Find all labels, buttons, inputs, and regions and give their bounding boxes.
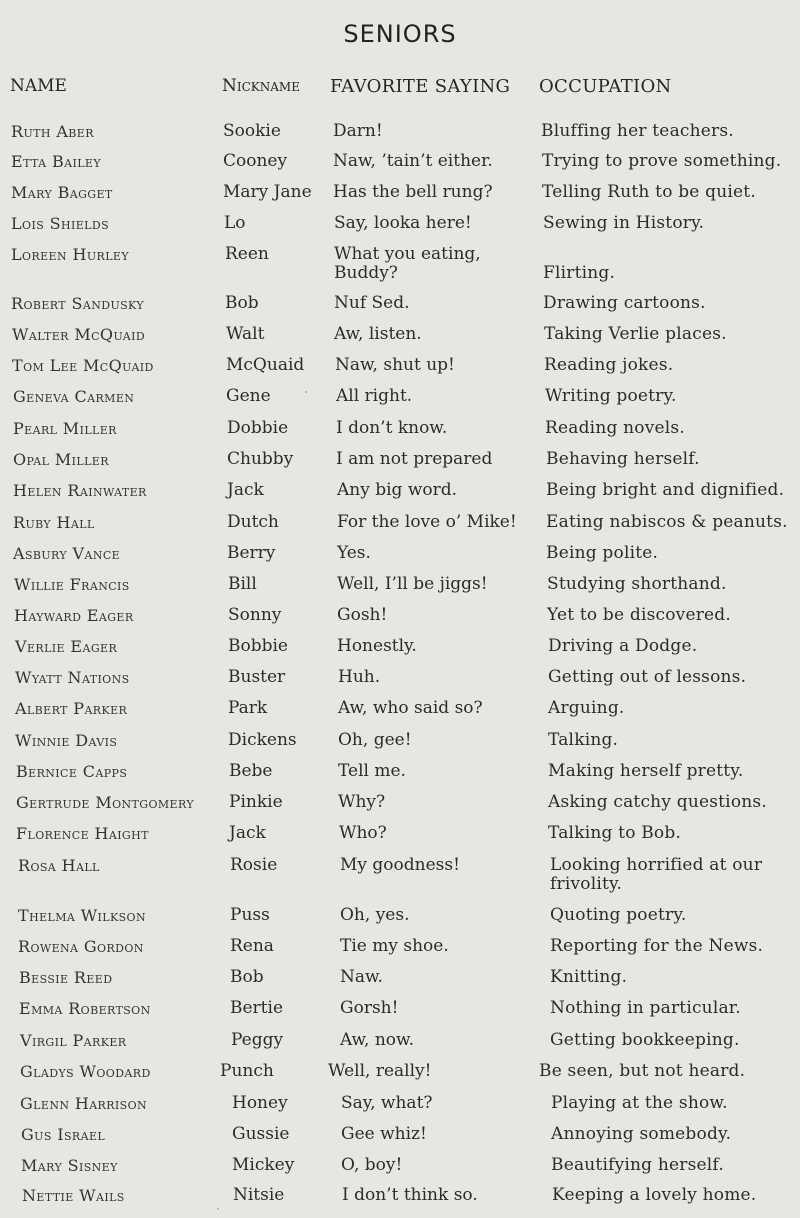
table-row [0, 1125, 800, 1155]
senior-nickname: Bertie [230, 998, 284, 1018]
senior-favorite-saying: Oh, gee! [338, 730, 412, 750]
senior-name: Ruth Aber [11, 122, 94, 141]
senior-nickname: Bob [225, 293, 259, 313]
senior-nickname: Buster [228, 667, 286, 687]
senior-nickname: Nitsie [233, 1185, 285, 1205]
table-row [0, 356, 800, 386]
senior-name: Lois Shields [11, 214, 109, 233]
senior-occupation: Writing poetry. [545, 386, 677, 406]
senior-favorite-saying: O, boy! [341, 1155, 403, 1175]
table-row [0, 244, 800, 283]
senior-occupation: Talking to Bob. [548, 823, 682, 843]
senior-name: Albert Parker [15, 699, 128, 718]
table-row [0, 513, 800, 543]
senior-favorite-saying: I don’t know. [336, 418, 448, 438]
senior-favorite-saying: Gorsh! [340, 998, 399, 1018]
senior-nickname: Cooney [223, 151, 288, 171]
senior-nickname: Dickens [228, 730, 297, 750]
senior-favorite-saying: Huh. [338, 667, 381, 687]
senior-name: Nettie Wails [22, 1186, 125, 1205]
senior-occupation: Annoying somebody. [551, 1124, 732, 1144]
table-row [0, 325, 800, 355]
senior-nickname: Walt [226, 324, 265, 344]
senior-name: Wyatt Nations [15, 668, 130, 687]
page-title: SENIORS [343, 20, 457, 48]
senior-favorite-saying: Tie my shoe. [340, 936, 449, 956]
senior-occupation: Trying to prove something. [542, 151, 782, 171]
table-row [0, 855, 800, 894]
senior-occupation: Being polite. [546, 543, 659, 563]
senior-occupation: Reading jokes. [544, 355, 674, 375]
senior-name: Rosa Hall [18, 856, 100, 875]
senior-name: Helen Rainwater [13, 481, 147, 500]
table-row [0, 544, 800, 574]
senior-name: Hayward Eager [14, 606, 134, 625]
senior-name: Willie Francis [14, 575, 130, 594]
senior-nickname: Dutch [227, 512, 279, 532]
senior-nickname: Peggy [231, 1030, 284, 1050]
senior-favorite-saying: Say, looka here! [334, 213, 472, 233]
senior-favorite-saying: Aw, now. [340, 1030, 414, 1050]
table-row [0, 699, 800, 729]
table-row [0, 214, 800, 244]
table-row [0, 1186, 800, 1216]
senior-favorite-saying: Has the bell rung? [333, 182, 493, 202]
senior-occupation: Drawing cartoons. [543, 293, 706, 313]
senior-occupation: Arguing. [548, 698, 625, 718]
table-row [0, 122, 800, 152]
senior-nickname: Honey [232, 1093, 288, 1113]
senior-nickname: Dobbie [227, 418, 289, 438]
senior-nickname: Sookie [223, 121, 281, 141]
senior-favorite-saying: I am not prepared [336, 449, 493, 469]
senior-name: Thelma Wilkson [18, 906, 146, 925]
senior-nickname: Gene [226, 386, 271, 406]
table-row [0, 450, 800, 480]
senior-nickname: Punch [220, 1061, 274, 1081]
senior-nickname: Mickey [232, 1155, 295, 1175]
senior-name: Verlie Eager [15, 637, 118, 656]
senior-favorite-saying: Gee whiz! [341, 1124, 427, 1144]
senior-occupation: Telling Ruth to be quiet. [542, 182, 756, 202]
senior-favorite-saying: Well, I’ll be jiggs! [337, 574, 488, 594]
header-nickname: Nickname [222, 76, 300, 96]
senior-occupation: Knitting. [550, 967, 628, 987]
table-row [0, 1062, 800, 1092]
senior-favorite-saying: Naw. [340, 967, 383, 987]
senior-nickname: Rena [230, 936, 274, 956]
senior-nickname: Bebe [229, 761, 273, 781]
table-row [0, 731, 800, 761]
senior-nickname: Jack [229, 823, 266, 843]
senior-favorite-saying: Naw, shut up! [335, 355, 455, 375]
senior-favorite-saying: Why? [338, 792, 386, 812]
table-row [0, 387, 800, 417]
senior-occupation: Taking Verlie places. [544, 324, 727, 344]
table-row [0, 152, 800, 182]
senior-name: Walter McQuaid [12, 325, 146, 344]
senior-nickname: Berry [227, 543, 276, 563]
senior-occupation: Asking catchy questions. [548, 792, 767, 812]
senior-occupation: Driving a Dodge. [548, 636, 698, 656]
senior-favorite-saying: Aw, listen. [334, 324, 422, 344]
table-row [0, 294, 800, 324]
senior-favorite-saying: What you eating, Buddy? [334, 244, 481, 283]
senior-occupation: Reporting for the News. [550, 936, 764, 956]
senior-nickname: Rosie [230, 855, 278, 875]
senior-favorite-saying: Tell me. [338, 761, 406, 781]
senior-favorite-saying: Say, what? [341, 1093, 433, 1113]
senior-favorite-saying: Gosh! [337, 605, 388, 625]
senior-favorite-saying: Naw, ’tain’t either. [333, 151, 493, 171]
senior-favorite-saying: Well, really! [328, 1061, 432, 1081]
senior-nickname: Jack [227, 480, 264, 500]
senior-name: Opal Miller [13, 450, 109, 469]
table-row [0, 793, 800, 823]
senior-name: Mary Bagget [11, 183, 113, 202]
table-row [0, 637, 800, 667]
senior-favorite-saying: My goodness! [340, 855, 460, 875]
table-row [0, 968, 800, 998]
senior-occupation: Looking horrified at our frivolity. [550, 855, 763, 894]
senior-name: Bernice Capps [16, 762, 128, 781]
senior-occupation: Nothing in particular. [550, 998, 741, 1018]
table-row [0, 1156, 800, 1186]
senior-occupation: Quoting poetry. [550, 905, 687, 925]
table-row [0, 575, 800, 605]
table-row [0, 1031, 800, 1061]
senior-name: Etta Bailey [11, 152, 102, 171]
table-row [0, 1094, 800, 1124]
senior-name: Asbury Vance [13, 544, 121, 563]
table-row [0, 824, 800, 854]
senior-name: Florence Haight [16, 824, 149, 843]
senior-nickname: Puss [230, 905, 270, 925]
senior-occupation: Getting out of lessons. [548, 667, 747, 687]
senior-name: Emma Robertson [19, 999, 151, 1018]
senior-occupation: Talking. [548, 730, 619, 750]
senior-favorite-saying: For the love o’ Mike! [337, 512, 517, 532]
header-favorite-saying: FAVORITE SAYING [330, 76, 511, 97]
senior-occupation: Beautifying herself. [551, 1155, 724, 1175]
senior-occupation: Playing at the show. [551, 1093, 728, 1113]
senior-favorite-saying: Yes. [337, 543, 371, 563]
senior-occupation: Sewing in History. [543, 213, 705, 233]
senior-occupation: Making herself pretty. [548, 761, 744, 781]
senior-occupation: Eating nabiscos & peanuts. [546, 512, 788, 532]
senior-favorite-saying: Nuf Sed. [334, 293, 410, 313]
senior-favorite-saying: Aw, who said so? [338, 698, 483, 718]
senior-name: Gertrude Montgomery [16, 793, 194, 812]
senior-occupation: Yet to be discovered. [547, 605, 731, 625]
table-row [0, 937, 800, 967]
senior-nickname: Bob [230, 967, 264, 987]
senior-nickname: Reen [225, 244, 269, 264]
senior-name: Glenn Harrison [20, 1094, 148, 1113]
header-name: NAME [10, 76, 67, 96]
senior-name: Gus Israel [21, 1125, 106, 1144]
senior-nickname: Park [228, 698, 268, 718]
senior-nickname: McQuaid [226, 355, 305, 375]
senior-nickname: Lo [224, 213, 246, 233]
senior-name: Geneva Carmen [13, 387, 135, 406]
senior-nickname: Gussie [232, 1124, 290, 1144]
senior-name: Rowena Gordon [18, 937, 144, 956]
senior-favorite-saying: Darn! [333, 121, 383, 141]
senior-nickname: Mary Jane [223, 182, 312, 202]
senior-name: Ruby Hall [13, 513, 95, 532]
senior-nickname: Bill [228, 574, 257, 594]
senior-name: Tom Lee McQuaid [12, 356, 154, 375]
senior-occupation: Being bright and dignified. [546, 480, 785, 500]
senior-favorite-saying: Honestly. [337, 636, 417, 656]
senior-occupation: Behaving herself. [546, 449, 700, 469]
senior-occupation: Getting bookkeeping. [550, 1030, 740, 1050]
senior-name: Virgil Parker [20, 1031, 127, 1050]
table-row [0, 906, 800, 936]
senior-name: Gladys Woodard [20, 1062, 151, 1081]
senior-favorite-saying: Oh, yes. [340, 905, 410, 925]
table-row [0, 762, 800, 792]
senior-name: Mary Sisney [21, 1156, 118, 1175]
senior-occupation: Flirting. [543, 263, 616, 283]
senior-name: Robert Sandusky [11, 294, 145, 313]
table-row [0, 419, 800, 449]
senior-favorite-saying: Who? [339, 823, 387, 843]
senior-nickname: Bobbie [228, 636, 288, 656]
header-occupation: OCCUPATION [539, 76, 672, 97]
table-row [0, 183, 800, 213]
senior-favorite-saying: Any big word. [337, 480, 458, 500]
paper-speck [305, 391, 307, 393]
table-row [0, 481, 800, 511]
senior-favorite-saying: I don’t think so. [342, 1185, 478, 1205]
senior-name: Loreen Hurley [11, 245, 129, 264]
senior-favorite-saying: All right. [336, 386, 413, 406]
senior-nickname: Sonny [228, 605, 282, 625]
table-row [0, 668, 800, 698]
senior-occupation: Be seen, but not heard. [539, 1061, 746, 1081]
senior-name: Pearl Miller [13, 419, 117, 438]
senior-nickname: Chubby [227, 449, 294, 469]
senior-occupation: Studying shorthand. [547, 574, 727, 594]
senior-name: Winnie Davis [15, 731, 118, 750]
table-row [0, 999, 800, 1029]
senior-occupation: Bluffing her teachers. [541, 121, 734, 141]
senior-nickname: Pinkie [229, 792, 283, 812]
senior-name: Bessie Reed [19, 968, 113, 987]
senior-occupation: Reading novels. [545, 418, 685, 438]
table-row [0, 606, 800, 636]
paper-speck [217, 1208, 219, 1210]
senior-occupation: Keeping a lovely home. [552, 1185, 757, 1205]
